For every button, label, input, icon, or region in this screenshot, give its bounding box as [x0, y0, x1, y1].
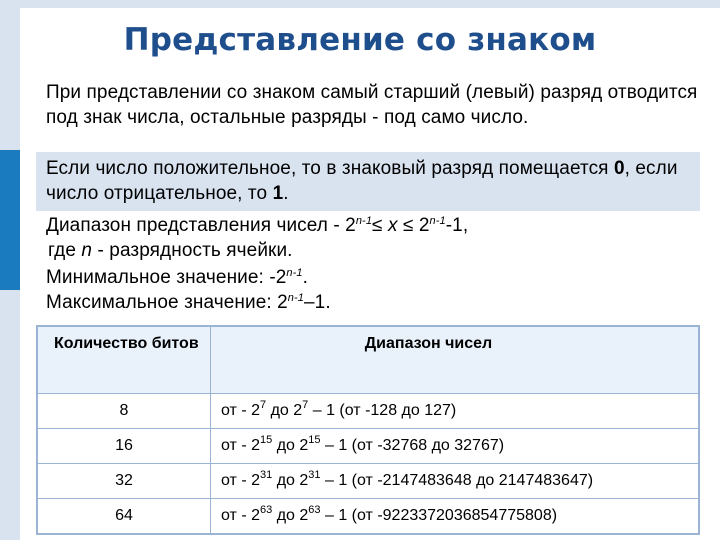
- cell-range-exp-1: 15: [260, 434, 273, 446]
- cell-range-b: до 2: [266, 402, 303, 419]
- min-exp: n-1: [286, 267, 303, 279]
- range-formula: [46, 213, 700, 263]
- cell-bits: 8: [37, 394, 211, 429]
- sign-bit-zero: 0: [613, 158, 625, 179]
- range-exp-2: n-1: [429, 215, 446, 227]
- max-suffix: –1.: [304, 292, 331, 313]
- cell-bits: 64: [37, 499, 211, 535]
- range-table: [36, 325, 700, 535]
- cell-range-exp-1: 31: [260, 469, 273, 481]
- left-frame-band-accent: [0, 150, 20, 290]
- cell-range-exp-2: 15: [308, 434, 321, 446]
- cell-range-c: – 1 (от -128 до 127): [308, 402, 457, 419]
- cell-range-b: до 2: [272, 507, 309, 524]
- table-header-row: [37, 326, 699, 394]
- range-x: x: [387, 215, 398, 236]
- max-exp: n-1: [287, 292, 304, 304]
- sign-bit-one: 1: [272, 183, 284, 204]
- range-where-line: [46, 238, 700, 263]
- cell-range-a: от - 2: [221, 472, 260, 489]
- cell-range: [211, 464, 700, 499]
- range-prefix: Диапазон представления чисел - 2: [46, 215, 356, 236]
- cell-range: [211, 499, 700, 535]
- cell-range-a: от - 2: [221, 402, 260, 419]
- min-value-line: [46, 265, 700, 290]
- slide-title: Представление со знаком: [123, 22, 597, 58]
- min-suffix: .: [302, 267, 309, 288]
- sign-bit-text-3: .: [283, 183, 289, 204]
- cell-range-exp-1: 63: [260, 504, 273, 516]
- max-value-line: [46, 290, 700, 315]
- cell-range: [211, 429, 700, 464]
- cell-range-exp-2: 7: [302, 399, 309, 411]
- range-le-1: ≤: [372, 215, 388, 236]
- cell-range-a: от - 2: [221, 507, 260, 524]
- range-le-2: ≤ 2: [397, 215, 430, 236]
- left-frame: [0, 0, 20, 540]
- max-prefix: Максимальное значение: 2: [46, 292, 288, 313]
- table-row: [37, 499, 699, 535]
- cell-range-a: от - 2: [221, 437, 260, 454]
- range-where-prefix: где: [48, 240, 82, 261]
- range-suffix: -1,: [445, 215, 469, 236]
- cell-bits: 16: [37, 429, 211, 464]
- sign-bit-paragraph: [46, 156, 696, 206]
- min-prefix: Минимальное значение: -2: [46, 267, 287, 288]
- range-where-n: n: [81, 240, 93, 261]
- top-frame: [20, 0, 720, 8]
- cell-range-exp-2: 31: [308, 469, 321, 481]
- sign-bit-text-1: Если число положительное, то в знаковый разряд помещается: [46, 158, 614, 179]
- cell-range-c: – 1 (от -9223372036854775808): [320, 507, 558, 524]
- table-row: [37, 394, 699, 429]
- table-row: [37, 464, 699, 499]
- header-bits: Количество битов: [37, 326, 211, 394]
- sign-bit-text-2: , если число отрицательное, то: [46, 158, 678, 204]
- cell-range-b: до 2: [272, 437, 309, 454]
- left-frame-band-bottom: [0, 290, 20, 540]
- cell-range-c: – 1 (от -32768 до 32767): [320, 437, 505, 454]
- cell-range-b: до 2: [272, 472, 309, 489]
- table-row: [37, 429, 699, 464]
- cell-bits: 32: [37, 464, 211, 499]
- range-exp-1: n-1: [355, 215, 373, 227]
- cell-range: [211, 394, 700, 429]
- cell-range-exp-2: 63: [308, 504, 321, 516]
- intro-paragraph: При представлении со знаком самый старший (левый) разряд отводится под знак числа, остальные разряды - под само число.: [46, 82, 698, 128]
- header-range: Диапазон чисел: [211, 326, 700, 394]
- cell-range-c: – 1 (от -2147483648 до 2147483647): [320, 472, 594, 489]
- range-table-grid: [36, 325, 700, 535]
- range-where-suffix: - разрядность ячейки.: [92, 240, 293, 261]
- cell-range-exp-1: 7: [260, 399, 267, 411]
